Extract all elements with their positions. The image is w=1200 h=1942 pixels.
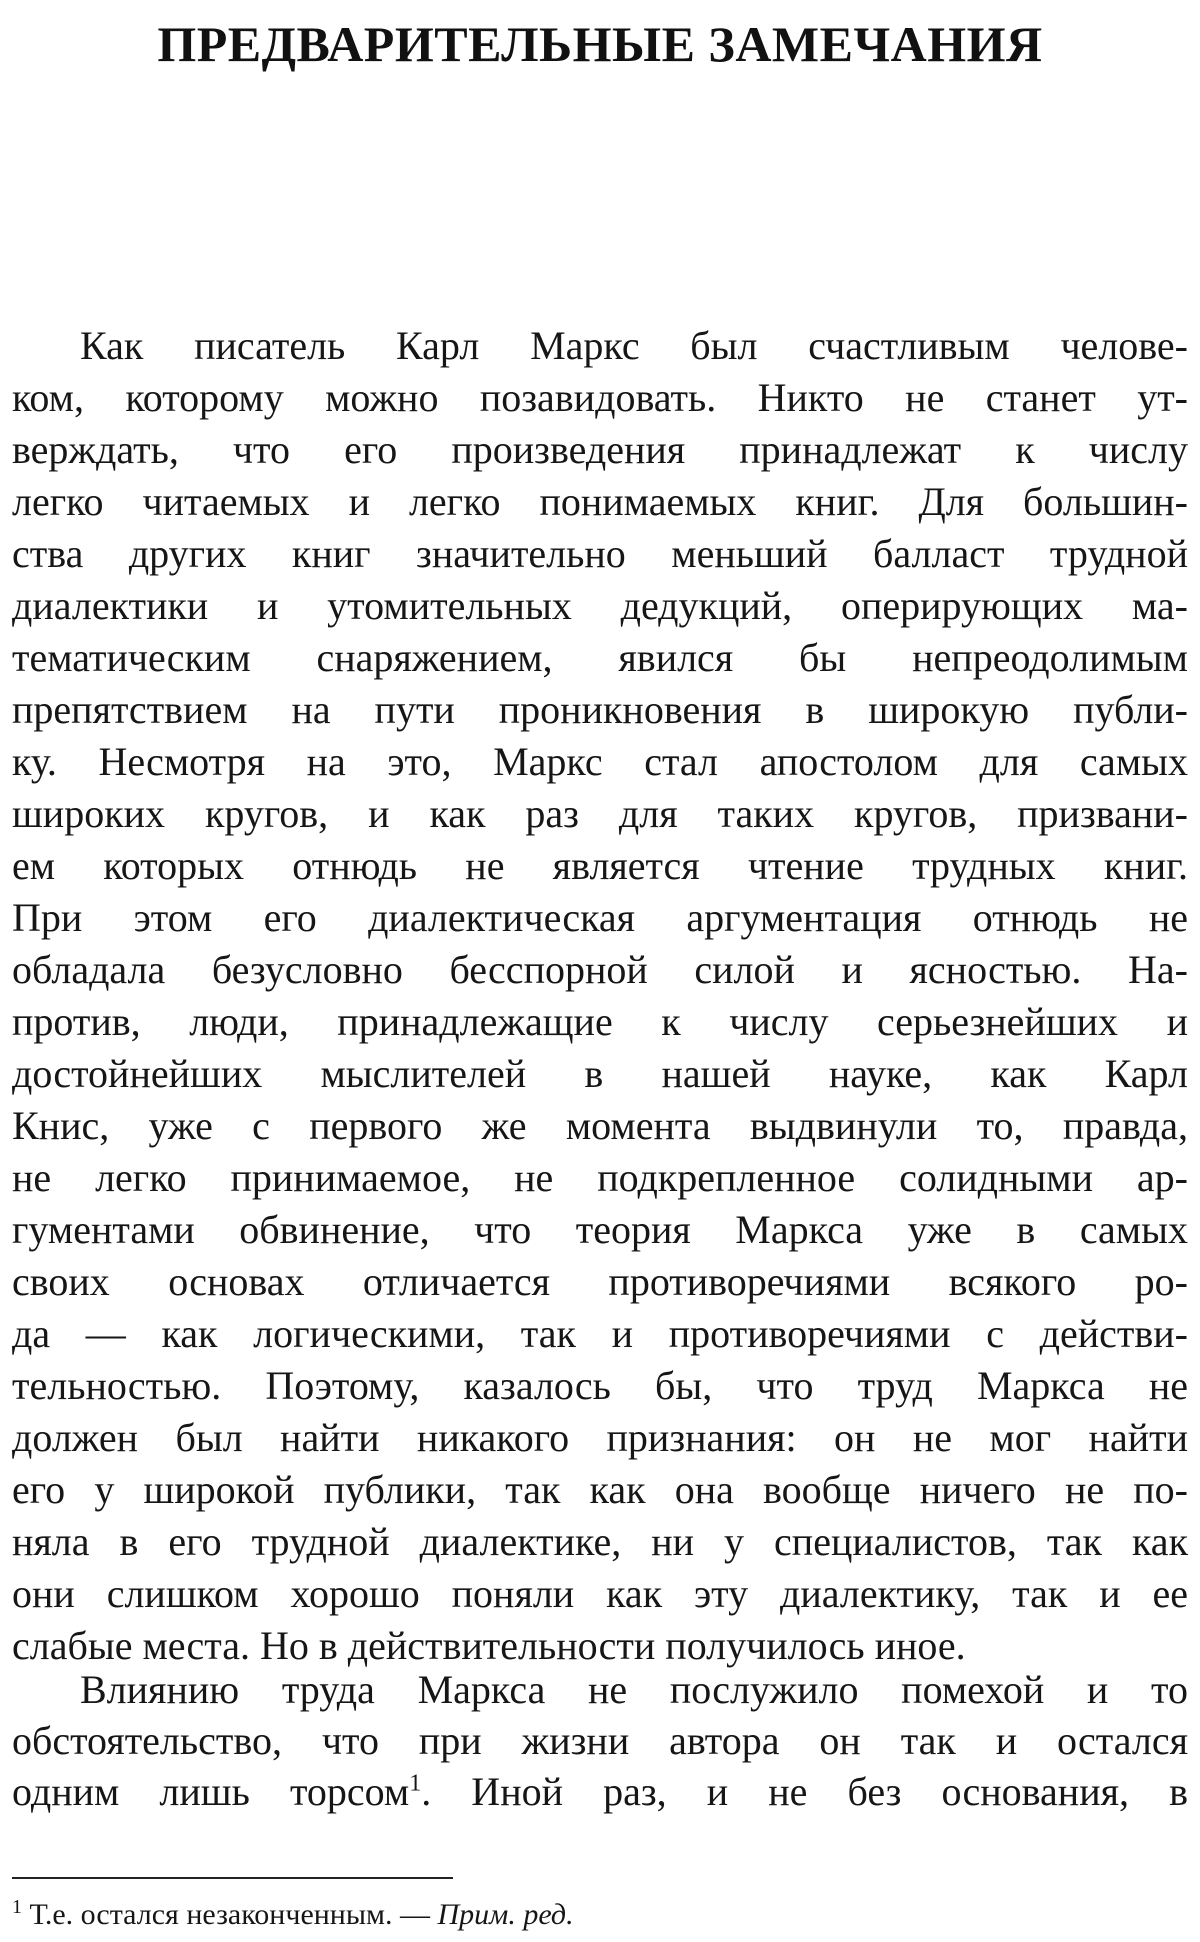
footnote	[12, 1895, 1188, 1935]
text-line: слабые места. Но в действительности получилось иное.	[12, 1623, 966, 1668]
footnote-number: 1	[12, 1896, 22, 1918]
text-line: няла в его трудной диалектике, ни у специалистов, так как	[12, 1519, 1188, 1564]
text-line: да — как логическими, так и противоречиями с действи-	[12, 1311, 1188, 1356]
text-line: тельностью. Поэтому, казалось бы, что труд Маркса не	[12, 1363, 1188, 1408]
text-fragment: . Иной раз, и не без основания, в	[421, 1769, 1188, 1814]
text-fragment: одним лишь торсом	[12, 1769, 410, 1814]
editor-note: Прим. ред.	[437, 1898, 574, 1931]
text-line: легко читаемых и легко понимаемых книг. Для большин-	[12, 479, 1188, 524]
text-line: своих основах отличается противоречиями всякого ро-	[12, 1259, 1188, 1304]
text-line: они слишком хорошо поняли как эту диалектику, так и ее	[12, 1571, 1188, 1616]
text-line: При этом его диалектическая аргументация отнюдь не	[12, 895, 1188, 940]
text-line: Как писатель Карл Маркс был счастливым челове-	[80, 323, 1188, 368]
paragraph	[12, 1664, 1188, 1817]
footnote-divider	[12, 1877, 453, 1879]
footnote-reference[interactable]: 1	[409, 1770, 422, 1797]
text-line: Влиянию труда Маркса не послужило помехой и то	[80, 1667, 1188, 1712]
paragraph	[12, 320, 1188, 1672]
text-line: не легко принимаемое, не подкрепленное солидными ар-	[12, 1155, 1188, 1200]
text-line: обстоятельство, что при жизни автора он так и остался	[12, 1718, 1188, 1763]
text-line: его у широкой публики, так как она вообще ничего не по-	[12, 1467, 1188, 1512]
text-line: Книс, уже с первого же момента выдвинули то, правда,	[12, 1103, 1188, 1148]
page-title: ПРЕДВАРИТЕЛЬНЫЕ ЗАМЕЧАНИЯ	[157, 16, 1043, 72]
text-line: ства других книг значительно меньший балласт трудной	[12, 531, 1188, 576]
text-line: диалектики и утомительных дедукций, оперирующих ма-	[12, 583, 1188, 628]
text-line: обладала безусловно бесспорной силой и ясностью. На-	[12, 947, 1188, 992]
text-line-with-footnote	[12, 1766, 1188, 1817]
text-line: тематическим снаряжением, явился бы непреодолимым	[12, 635, 1188, 680]
text-line: против, люди, принадлежащие к числу серьезнейших и	[12, 999, 1188, 1044]
text-line: ком, которому можно позавидовать. Никто не станет ут-	[12, 375, 1188, 420]
text-line: широких кругов, и как раз для таких кругов, призвани-	[12, 791, 1188, 836]
text-line: достойнейших мыслителей в нашей науке, как Карл	[12, 1051, 1188, 1096]
text-line: ем которых отнюдь не является чтение трудных книг.	[12, 843, 1188, 888]
footnote-text: Т.е. остался незаконченным. —	[29, 1898, 431, 1931]
text-line: должен был найти никакого признания: он не мог найти	[12, 1415, 1188, 1460]
text-line: гументами обвинение, что теория Маркса уже в самых	[12, 1207, 1188, 1252]
text-line: верждать, что его произведения принадлежат к числу	[12, 427, 1188, 472]
text-line: ку. Несмотря на это, Маркс стал апостолом для самых	[12, 739, 1188, 784]
text-line: препятствием на пути проникновения в широкую публи-	[12, 687, 1188, 732]
